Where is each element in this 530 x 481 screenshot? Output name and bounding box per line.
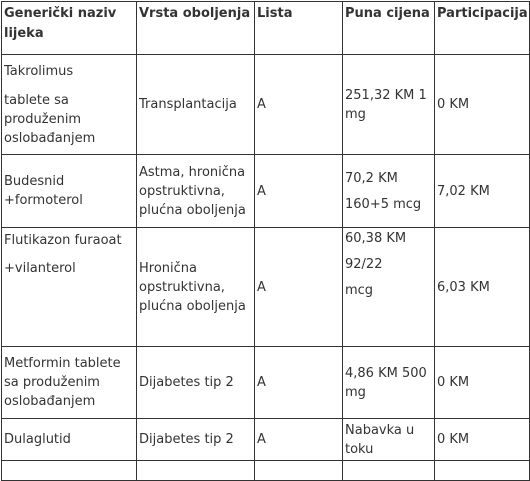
table-row bbox=[2, 155, 530, 228]
table-row bbox=[2, 347, 530, 419]
header-list: Lista bbox=[255, 2, 343, 55]
participation-cell: 0 KM bbox=[435, 419, 530, 461]
price-line: 60,38 KM bbox=[345, 231, 407, 246]
disease-cell: Astma, hronična opstruktivna, plućna oboljenja bbox=[137, 155, 255, 228]
table-row bbox=[2, 419, 530, 461]
generic-name-line: Takrolimus bbox=[4, 63, 74, 79]
header-participation: Participacija bbox=[435, 2, 530, 55]
table-row bbox=[2, 228, 530, 347]
price-line: mcg bbox=[345, 283, 374, 298]
list-cell: A bbox=[255, 228, 343, 347]
price-line: 92/22 bbox=[345, 257, 383, 272]
price-line: 160+5 mcg bbox=[345, 196, 422, 212]
table-row bbox=[2, 55, 530, 155]
disease-cell: Dijabetes tip 2 bbox=[137, 347, 255, 419]
participation-cell: 0 KM bbox=[435, 55, 530, 155]
disease-cell: Dijabetes tip 2 bbox=[137, 419, 255, 461]
price-cell: 4,86 KM 500 mg bbox=[343, 347, 435, 419]
drug-price-table bbox=[1, 1, 530, 481]
generic-name-cell bbox=[2, 228, 137, 347]
list-cell: A bbox=[255, 55, 343, 155]
price-cell bbox=[343, 155, 435, 228]
price-cell: Nabavka u toku bbox=[343, 419, 435, 461]
header-full-price: Puna cijena bbox=[343, 2, 435, 55]
list-cell: A bbox=[255, 347, 343, 419]
participation-cell: 0 KM bbox=[435, 347, 530, 419]
generic-name-cell: Metformin tablete sa produženim oslobađanjem bbox=[2, 347, 137, 419]
participation-cell: 6,03 KM bbox=[435, 228, 530, 347]
generic-name-cell bbox=[2, 55, 137, 155]
header-disease-type: Vrsta oboljenja bbox=[137, 2, 255, 55]
list-cell: A bbox=[255, 155, 343, 228]
price-line: 70,2 KM bbox=[345, 170, 398, 186]
price-cell bbox=[343, 228, 435, 347]
disease-cell: Hronična opstruktivna, plućna oboljenja bbox=[137, 228, 255, 347]
disease-cell: Transplantacija bbox=[137, 55, 255, 155]
generic-name-cell: Dulaglutid bbox=[2, 419, 137, 461]
participation-cell: 7,02 KM bbox=[435, 155, 530, 228]
price-cell: 251,32 KM 1 mg bbox=[343, 55, 435, 155]
generic-name-line: tablete sa produženim oslobađanjem bbox=[4, 92, 96, 146]
header-generic-name: Generički naziv lijeka bbox=[2, 2, 137, 55]
list-cell: A bbox=[255, 419, 343, 461]
table-header-row bbox=[2, 2, 530, 55]
generic-name-line: +vilanterol bbox=[4, 261, 76, 276]
generic-name-line: Flutikazon furaoat bbox=[4, 233, 122, 248]
generic-name-cell: Budesnid +formoterol bbox=[2, 155, 137, 228]
